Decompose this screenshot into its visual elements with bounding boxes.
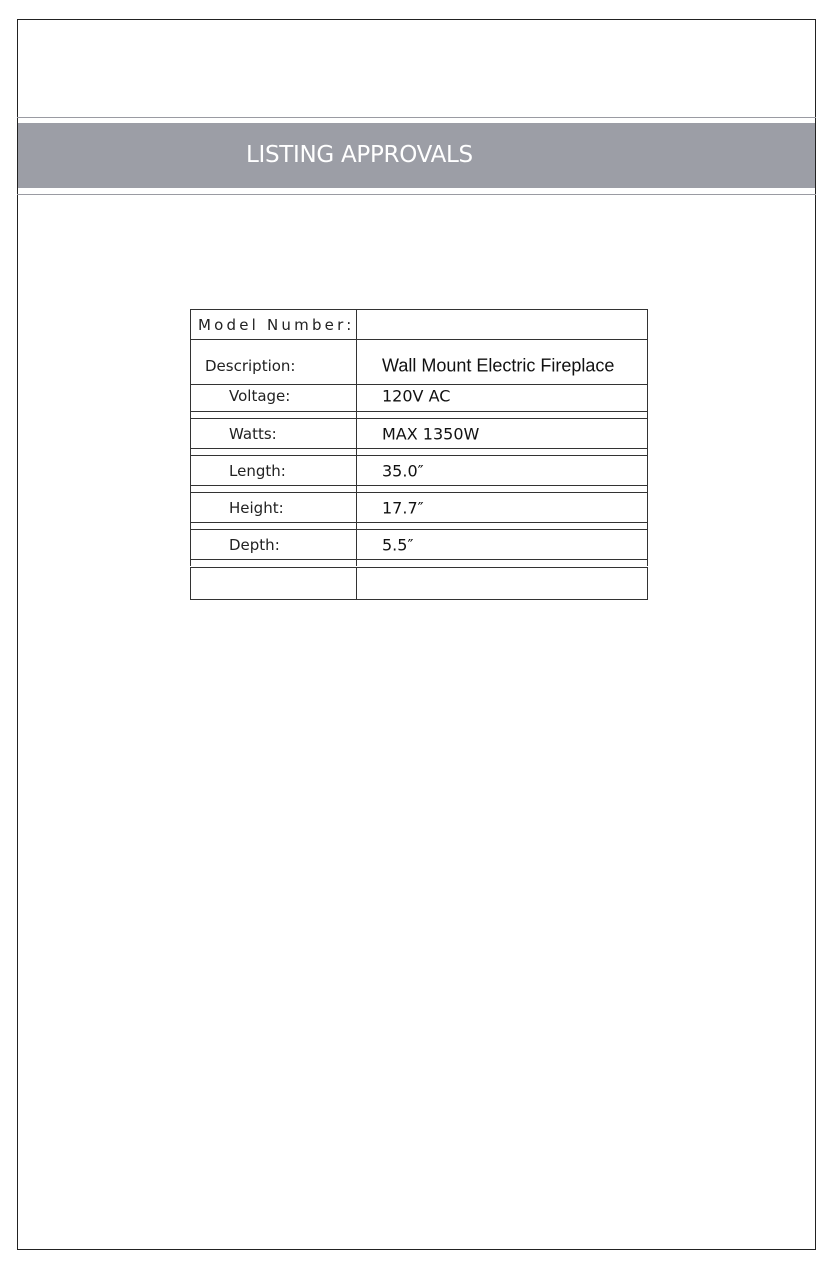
page-border bbox=[17, 19, 816, 1250]
spec-label: Length: bbox=[229, 461, 286, 480]
spec-row-watts bbox=[190, 418, 648, 449]
spec-label: Depth: bbox=[229, 535, 280, 554]
column-divider bbox=[356, 347, 357, 384]
row-gap bbox=[190, 560, 648, 566]
spec-value: MAX 1350W bbox=[382, 424, 480, 443]
spec-label: Description: bbox=[205, 356, 296, 375]
column-divider bbox=[356, 568, 357, 599]
banner-top-rule bbox=[17, 117, 816, 118]
column-divider bbox=[356, 456, 357, 485]
column-divider bbox=[356, 419, 357, 448]
spec-table bbox=[190, 309, 648, 600]
spec-value: 17.7″ bbox=[382, 498, 424, 517]
spec-label: Model Number: bbox=[198, 315, 355, 334]
spec-value: 120V AC bbox=[382, 386, 451, 406]
spec-label: Height: bbox=[229, 498, 284, 517]
spec-value: 5.5″ bbox=[382, 535, 414, 554]
column-divider bbox=[356, 560, 357, 566]
spec-value: Wall Mount Electric Fireplace bbox=[382, 355, 615, 375]
column-divider bbox=[356, 493, 357, 522]
spec-row-voltage bbox=[190, 381, 648, 412]
spec-row-model-number bbox=[190, 309, 648, 340]
spec-row-height bbox=[190, 492, 648, 523]
spec-row-blank bbox=[190, 567, 648, 600]
spec-row-description bbox=[190, 347, 648, 385]
spec-label: Watts: bbox=[229, 424, 277, 443]
spec-row-length bbox=[190, 455, 648, 486]
spec-label: Voltage: bbox=[229, 387, 291, 405]
column-divider bbox=[356, 381, 357, 411]
spec-row-depth bbox=[190, 529, 648, 560]
spec-value: 35.0″ bbox=[382, 461, 424, 480]
section-title: LISTING APPROVALS bbox=[246, 142, 473, 168]
column-divider bbox=[356, 530, 357, 559]
banner-bottom-rule bbox=[17, 194, 816, 195]
column-divider bbox=[356, 310, 357, 339]
section-banner bbox=[18, 123, 815, 188]
